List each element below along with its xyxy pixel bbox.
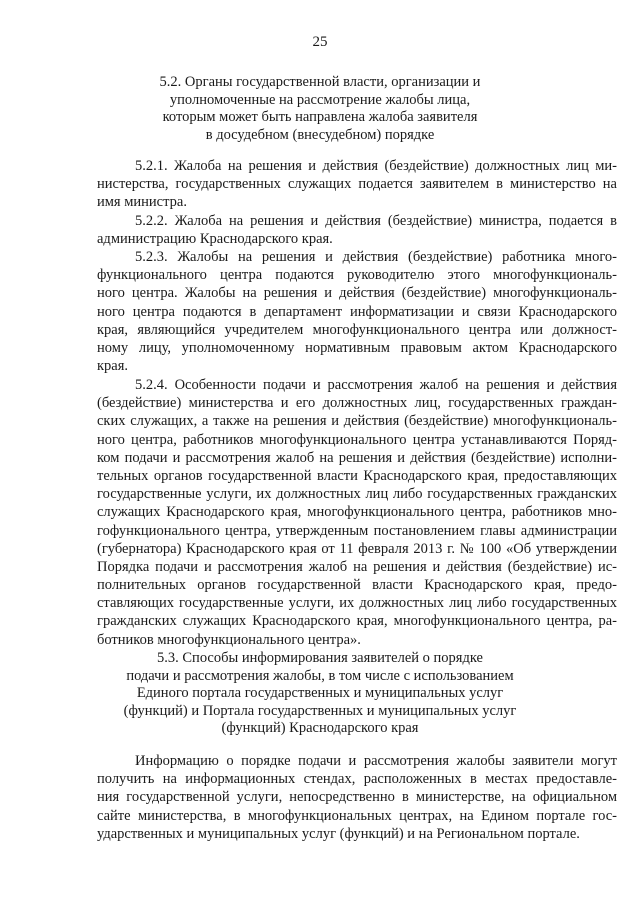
text-line: (бездействие) министерства и его должностных лиц, государственных граждан-	[97, 395, 617, 412]
text-line: ного центра. Жалобы на решения и действия (бездействие) многофункциональ-	[97, 285, 617, 302]
text-line: ударственных и муниципальных услуг (функций) и на Региональном портале.	[97, 825, 580, 842]
text-line: края.	[97, 358, 129, 375]
text-line: имя министра.	[97, 194, 187, 211]
text-line: получить на информационных стендах, расположенных в местах предоставле-	[97, 771, 617, 788]
page-number: 25	[312, 34, 328, 50]
text-line: гофункционального центра, утвержденным постановлением главы администрации	[97, 522, 617, 539]
text-line: ставляющих государственные услуги, их должностных лиц либо государственных	[97, 595, 617, 612]
heading-line: которым может быть направлена жалоба заявителя	[162, 109, 478, 126]
text-line: Информацию о порядке подачи и рассмотрения жалобы заявители могут	[135, 753, 617, 769]
text-line: края, являющийся учредителем многофункционального центра или должност-	[97, 321, 617, 338]
paragraph-5-2-3	[97, 248, 617, 375]
text-line: 5.2.2. Жалоба на решения и действия (бездействие) министра, подается в	[135, 213, 617, 229]
text-line: нистерства, государственных служащих подается заявителем в министерство на	[97, 176, 617, 193]
section-5-3-heading	[0, 650, 640, 738]
heading-line: Единого портала государственных и муниципальных услуг	[136, 685, 504, 702]
paragraph-5-2-2	[97, 212, 617, 248]
paragraph-5-3	[97, 752, 617, 843]
section-5-2-heading	[0, 74, 640, 144]
heading-line: в досудебном (внесудебном) порядке	[205, 126, 435, 143]
text-line: 5.2.1. Жалоба на решения и действия (бездействие) должностных лиц ми-	[135, 158, 617, 174]
paragraph-5-2-4	[97, 376, 617, 649]
text-line: администрацию Краснодарского края.	[97, 231, 333, 248]
text-line: Порядка подачи и рассмотрения жалоб на решения и действия (бездействие) ис-	[97, 558, 617, 575]
text-line: полнительных органов государственной власти Краснодарского края, предо-	[97, 577, 617, 594]
text-line: ком подачи и рассмотрения жалоб на решения и действия (бездействие) исполни-	[97, 449, 617, 466]
text-line: функционального центра подаются руководителю этого многофункциональ-	[97, 267, 617, 284]
text-line: ния государственной услуги, непосредственно в министерстве, на официальном	[97, 789, 617, 806]
heading-line: уполномоченные на рассмотрение жалобы лица,	[169, 91, 471, 108]
text-line: (губернатора) Краснодарского края от 11 февраля 2013 г. № 100 «Об утверждении	[97, 540, 617, 557]
text-line: 5.2.4. Особенности подачи и рассмотрения жалоб на решения и действия	[135, 377, 617, 393]
text-line: гражданских служащих Краснодарского края, многофункционального центра, ра-	[97, 613, 617, 630]
text-line: ских служащих, а также на решения и действия (бездействие) многофункциональ-	[97, 413, 617, 430]
text-line: государственные услуги, их должностных лиц либо государственных гражданских	[97, 486, 617, 503]
heading-line: 5.3. Способы информирования заявителей о порядке	[157, 650, 483, 666]
text-line: 5.2.3. Жалобы на решения и действия (бездействие) работника много-	[135, 249, 617, 265]
heading-line: (функций) Краснодарского края	[221, 720, 419, 737]
heading-line: (функций) и Портала государственных и муниципальных услуг	[123, 702, 517, 719]
heading-line: подачи и рассмотрения жалобы, в том числе с использованием	[126, 667, 514, 684]
text-line: ному лицу, уполномоченному нормативным правовым актом Краснодарского	[97, 339, 617, 356]
text-line: ного центра подаются в департамент информатизации и связи Краснодарского	[97, 303, 617, 320]
paragraph-5-2-1	[97, 157, 617, 212]
text-line: служащих Краснодарского края, многофункционального центра, работников мно-	[97, 504, 617, 521]
heading-line: 5.2. Органы государственной власти, организации и	[159, 74, 481, 90]
text-line: ного центра, работников многофункционального центра устанавливаются Поряд-	[97, 431, 617, 448]
text-line: тельных органов государственной власти Краснодарского края, предоставляющих	[97, 467, 617, 484]
text-line: сайте министерства, в многофункциональных центрах, на Едином портале гос-	[97, 807, 617, 824]
text-line: ботников многофункционального центра».	[97, 631, 361, 648]
